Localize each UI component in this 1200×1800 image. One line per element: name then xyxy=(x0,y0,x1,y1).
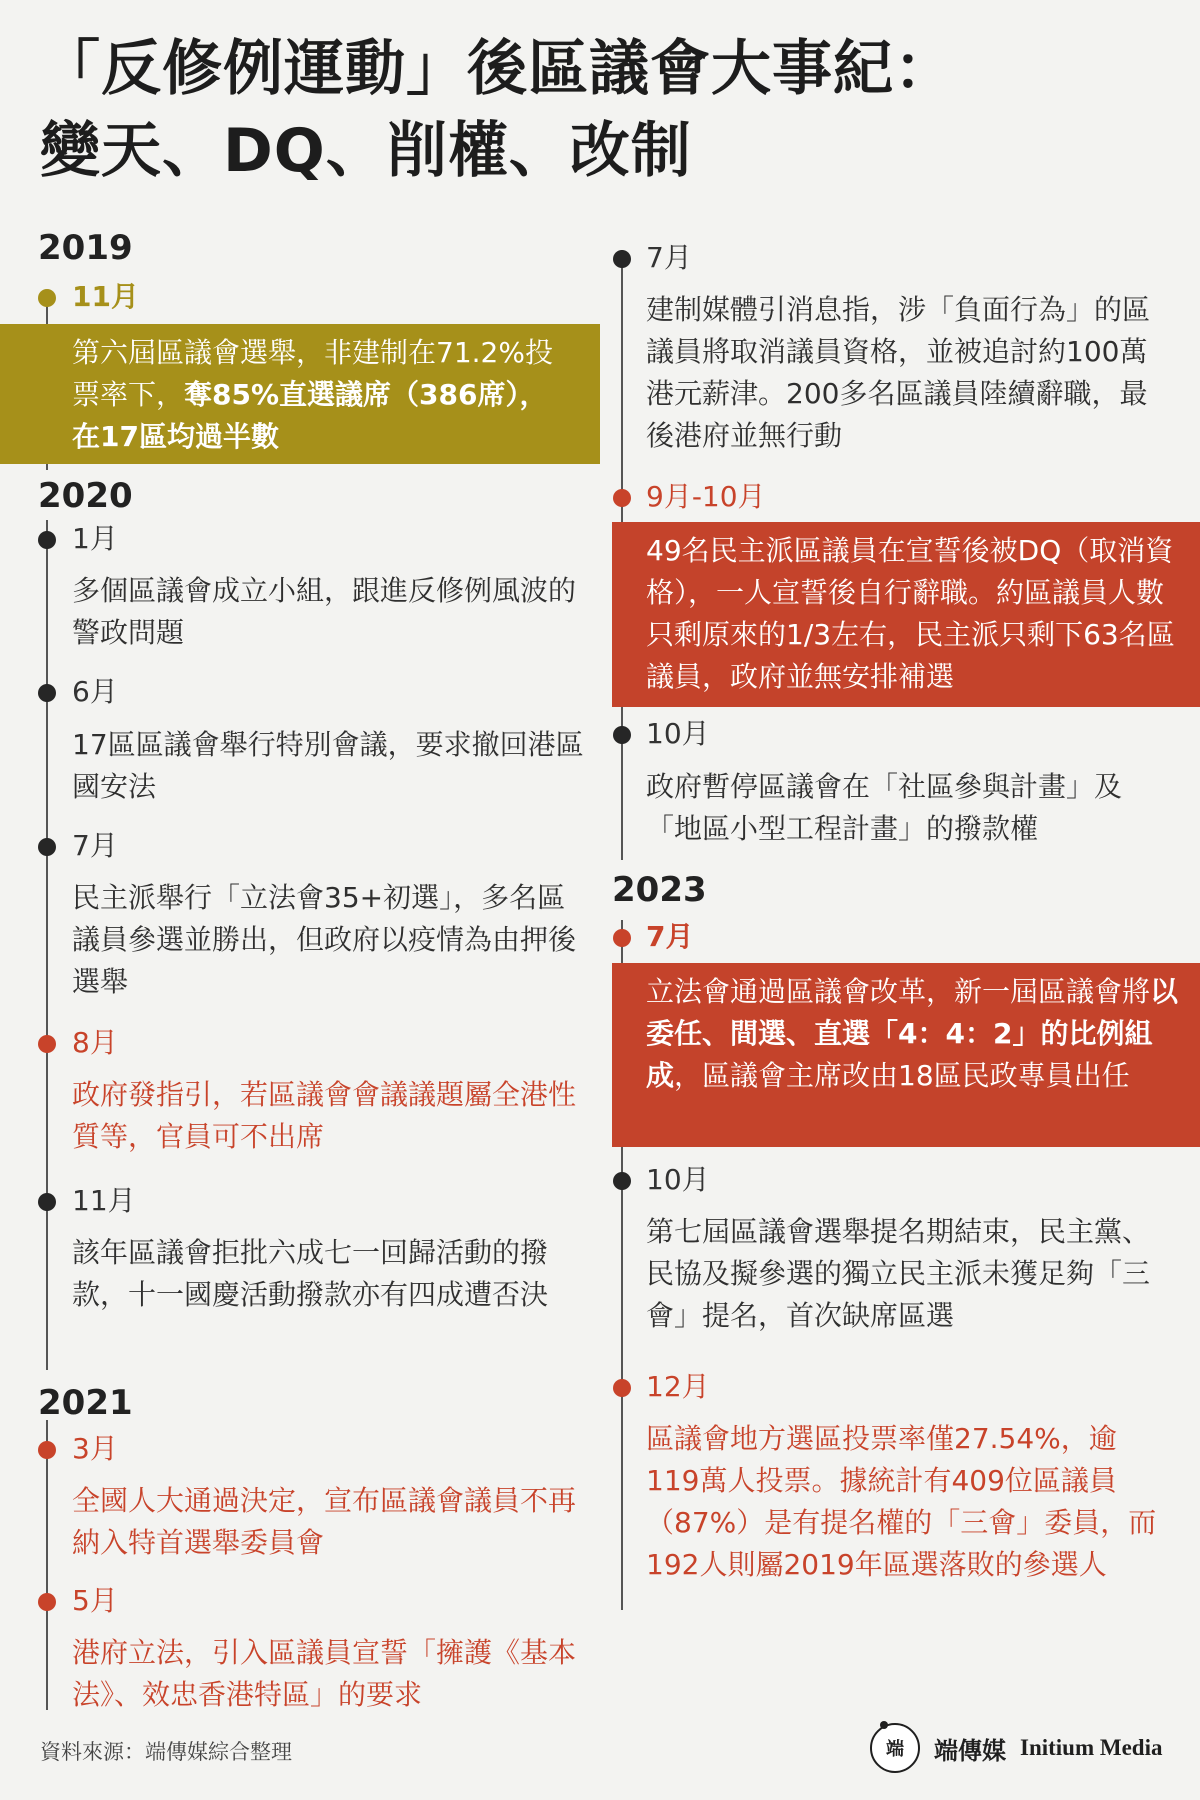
page-title xyxy=(40,28,1160,192)
event-text: 港府立法，引入區議員宣誓「擁護《基本法》、效忠香港特區」的要求 xyxy=(72,1636,577,1711)
event-text: 民主派舉行「立法會35+初選」，多名區議員參選並勝出，但政府以疫情為由押後選舉 xyxy=(72,881,577,998)
event-month: 8月 xyxy=(72,1026,118,1059)
timeline-dot-icon xyxy=(38,1035,56,1053)
event-month: 7月 xyxy=(72,829,118,862)
event-text: 多個區議會成立小組，跟進反修例風波的警政問題 xyxy=(72,574,577,649)
event-text: 第七屆區議會選舉提名期結束，民主黨、民協及擬參選的獨立民主派未獲足夠「三會」提名，首次缺席區選 xyxy=(646,1215,1151,1332)
highlight-box xyxy=(0,324,600,464)
timeline-dot-icon xyxy=(38,1593,56,1611)
event-text-bold: 以委任、間選、直選「4：4：2」的比例組成 xyxy=(646,975,1179,1092)
event-text: 17區區議會舉行特別會議，要求撤回港區國安法 xyxy=(72,728,584,803)
year-heading-2023: 2023 xyxy=(612,870,707,910)
timeline-dot-icon xyxy=(38,684,56,702)
timeline-dot-icon xyxy=(38,531,56,549)
event-text: 政府發指引，若區議會會議議題屬全港性質等，官員可不出席 xyxy=(72,1078,577,1153)
timeline-line xyxy=(46,1420,48,1710)
timeline-dot-icon xyxy=(613,1379,631,1397)
initium-logo-icon xyxy=(870,1723,920,1773)
event-text: 49名民主派區議員在宣誓後被DQ（取消資格），一人宣誓後自行辭職。約區議員人數只剩原來的1/3左右，民主派只剩下63名區議員，政府並無安排補選 xyxy=(646,534,1175,693)
event-month: 9月-10月 xyxy=(646,480,766,513)
event-month: 5月 xyxy=(72,1584,118,1617)
source-note: 資料來源：端傳媒綜合整理 xyxy=(40,1740,292,1764)
timeline-line xyxy=(46,520,48,1370)
event-month: 1月 xyxy=(72,522,118,555)
event-text-bold: 奪85%直選議席（386席），在17區均過半數 xyxy=(72,378,548,453)
timeline-dot-icon xyxy=(38,838,56,856)
event-text: 全國人大通過決定，宣布區議會議員不再納入特首選舉委員會 xyxy=(72,1484,577,1559)
highlight-box xyxy=(612,522,1200,707)
event-text: ，區議會主席改由18區民政專員出任 xyxy=(674,1059,1130,1092)
event-text: 第六屆區議會選舉，非建制在71.2%投票率下， xyxy=(72,336,553,411)
timeline-dot-icon xyxy=(613,1172,631,1190)
event-text: 區議會地方選區投票率僅27.54%，逾119萬人投票。據統計有409位區議員（87%）是有提名權的「三會」委員，而192人則屬2019年區選落敗的參選人 xyxy=(646,1422,1157,1581)
event-month: 7月 xyxy=(646,920,694,953)
brand-logo xyxy=(870,1720,1162,1776)
event-month: 11月 xyxy=(72,1184,136,1217)
year-heading-2019: 2019 xyxy=(38,228,133,268)
year-heading-2021: 2021 xyxy=(38,1383,133,1423)
event-text: 政府暫停區議會在「社區參與計畫」及「地區小型工程計畫」的撥款權 xyxy=(646,770,1123,845)
logo-mark: 端 xyxy=(886,1739,904,1760)
event-month: 11月 xyxy=(72,280,139,313)
event-month: 3月 xyxy=(72,1432,118,1465)
timeline-dot-icon xyxy=(38,289,56,307)
event-month: 10月 xyxy=(646,1163,710,1196)
event-text: 建制媒體引消息指，涉「負面行為」的區議員將取消議員資格，並被追討約100萬港元薪津。200多名區議員陸續辭職，最後港府並無行動 xyxy=(646,293,1151,452)
timeline-dot-icon xyxy=(613,250,631,268)
event-text: 該年區議會拒批六成七一回歸活動的撥款，十一國慶活動撥款亦有四成遭否決 xyxy=(72,1236,549,1311)
logo-name-cn: 端傳媒 xyxy=(934,1735,1006,1765)
highlight-box xyxy=(612,963,1200,1147)
title-line-2: 變天、DQ、削權、改制 xyxy=(40,116,692,186)
year-heading-2020: 2020 xyxy=(38,476,133,516)
event-month: 6月 xyxy=(72,675,118,708)
timeline-dot-icon xyxy=(613,489,631,507)
event-month: 7月 xyxy=(646,241,692,274)
timeline-dot-icon xyxy=(613,726,631,744)
logo-name-en: Initium Media xyxy=(1020,1735,1163,1760)
event-text: 立法會通過區議會改革，新一屆區議會將 xyxy=(646,975,1151,1008)
event-month: 10月 xyxy=(646,717,710,750)
timeline-dot-icon xyxy=(38,1441,56,1459)
timeline-dot-icon xyxy=(613,929,631,947)
event-month: 12月 xyxy=(646,1370,710,1403)
timeline-dot-icon xyxy=(38,1193,56,1211)
title-line-1: 「反修例運動」後區議會大事紀： xyxy=(40,34,955,104)
